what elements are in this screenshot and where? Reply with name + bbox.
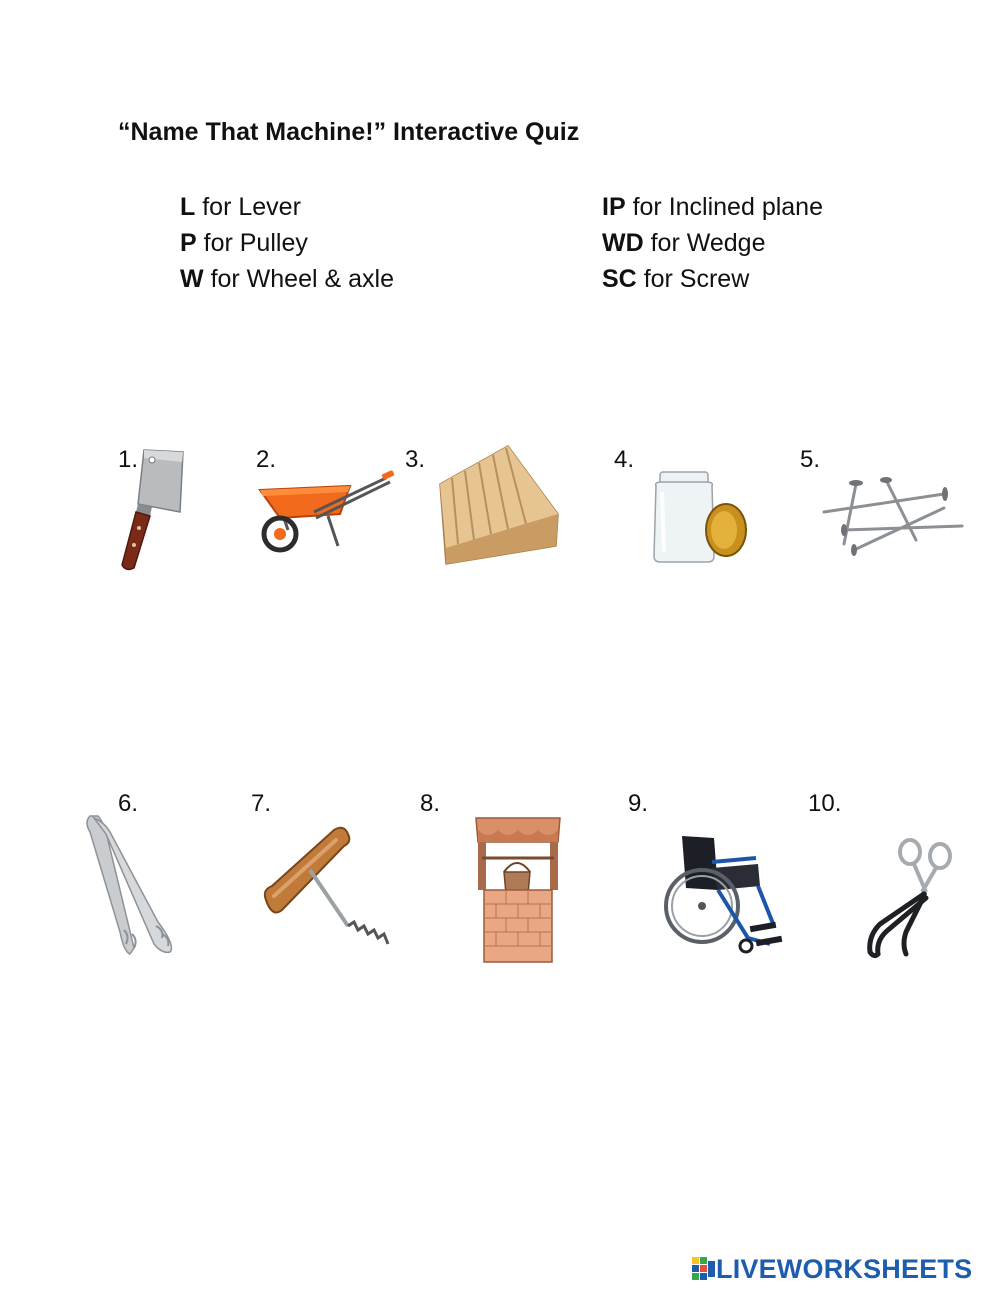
liveworksheets-logo-text: LIVEWORKSHEETS bbox=[716, 1253, 973, 1284]
legend-text: for Lever bbox=[202, 193, 301, 221]
water-well-picture bbox=[470, 814, 566, 964]
legend-code: L bbox=[180, 193, 196, 221]
item-number-6: 6. bbox=[118, 790, 139, 817]
wheelbarrow-picture bbox=[254, 468, 396, 554]
cleaver-knife-picture bbox=[108, 448, 188, 574]
wheelchair-picture bbox=[662, 828, 790, 956]
item-number-5: 5. bbox=[800, 446, 821, 473]
legend-code: SC bbox=[602, 265, 637, 293]
legend-code: WD bbox=[602, 229, 644, 257]
legend-text: for Wheel & axle bbox=[210, 265, 394, 293]
quiz-title: “Name That Machine!” Interactive Quiz bbox=[118, 118, 580, 146]
legend-row-pulley bbox=[180, 225, 394, 261]
item-number-9: 9. bbox=[628, 790, 649, 817]
legend-row-lever bbox=[180, 189, 394, 225]
legend-text: for Inclined plane bbox=[632, 193, 823, 221]
item-number-4: 4. bbox=[614, 446, 635, 473]
legend-row-wedge bbox=[602, 225, 823, 261]
liveworksheets-logo-icon bbox=[692, 1257, 716, 1281]
legend-text: for Wedge bbox=[650, 229, 766, 257]
scissor-tongs-picture bbox=[860, 836, 954, 960]
item-number-2: 2. bbox=[256, 446, 277, 473]
item-number-10: 10. bbox=[808, 790, 842, 817]
legend-code: P bbox=[180, 229, 197, 257]
legend-code: W bbox=[180, 265, 204, 293]
liveworksheets-logo bbox=[692, 1252, 972, 1286]
legend-left bbox=[180, 189, 394, 297]
item-number-7: 7. bbox=[251, 790, 272, 817]
legend-right bbox=[602, 189, 823, 297]
wooden-ramp-picture bbox=[438, 444, 564, 566]
legend-row-wheel-axle bbox=[180, 261, 394, 297]
item-number-3: 3. bbox=[405, 446, 426, 473]
kitchen-tongs-picture bbox=[80, 812, 184, 960]
corkscrew-picture bbox=[260, 826, 400, 962]
item-number-1: 1. bbox=[118, 446, 139, 473]
legend-code: IP bbox=[602, 193, 626, 221]
legend-row-screw bbox=[602, 261, 823, 297]
nails-picture bbox=[814, 474, 966, 558]
legend-text: for Screw bbox=[643, 265, 750, 293]
legend-text: for Pulley bbox=[203, 229, 308, 257]
jar-with-lid-picture bbox=[648, 466, 750, 566]
legend-row-inclined-plane bbox=[602, 189, 823, 225]
item-number-8: 8. bbox=[420, 790, 441, 817]
